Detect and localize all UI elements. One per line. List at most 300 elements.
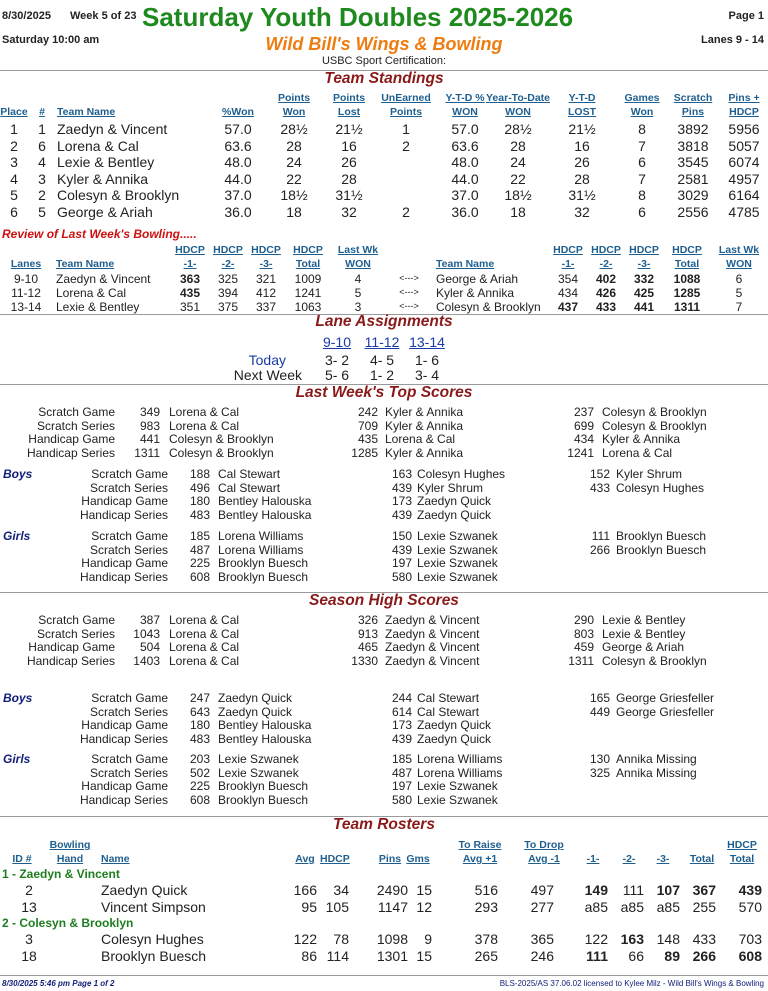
next-pairing: 1- 2 xyxy=(369,367,395,383)
score-value: 614 xyxy=(391,704,412,719)
score-category: Handicap Series xyxy=(26,653,115,668)
review-score: 437 xyxy=(557,300,579,314)
standings-cell: 63.6 xyxy=(451,137,479,154)
standings-cell: 4 xyxy=(10,170,18,187)
score-name: Lexie Szwanek xyxy=(218,752,299,766)
review-header: HDCP -1- xyxy=(175,244,205,270)
certification: USBC Sport Certification: xyxy=(321,55,447,67)
score-category: Handicap Series xyxy=(79,731,168,746)
roster-cell: Brooklyn Buesch xyxy=(101,948,207,964)
score-name: Lexie Szwanek xyxy=(417,569,498,584)
score-value: 709 xyxy=(357,418,378,433)
lane-pair-header: 9-10 xyxy=(322,334,352,350)
standings-cell: 32 xyxy=(574,203,590,220)
roster-cell: Vincent Simpson xyxy=(101,899,206,915)
score-value: 803 xyxy=(573,626,594,641)
score-name: Lorena & Cal xyxy=(169,405,240,419)
score-category: Scratch Series xyxy=(36,418,115,433)
standings-cell: Kyler & Annika xyxy=(57,170,149,187)
today-pairing: 1- 6 xyxy=(414,352,440,368)
review-score: 363 xyxy=(179,272,201,286)
standings-cell: 48.0 xyxy=(451,154,479,170)
score-value: 1330 xyxy=(351,653,378,668)
score-value: 496 xyxy=(189,480,210,495)
score-name: Bentley Halouska xyxy=(218,731,312,746)
standings-cell: 28 xyxy=(341,170,357,187)
score-name: Lexie Szwanek xyxy=(417,556,498,571)
review-lanes: 9-10 xyxy=(13,272,39,286)
score-value: 483 xyxy=(189,507,210,522)
top-scores-title: Last Week's Top Scores xyxy=(295,384,473,401)
score-name: Lexie Szwanek xyxy=(417,542,498,557)
roster-header: ID # xyxy=(12,853,32,865)
standings-cell: 5057 xyxy=(728,137,760,154)
standings-cell: 18 xyxy=(286,203,302,220)
roster-header: Name xyxy=(101,853,130,865)
standings-cell: 32 xyxy=(341,203,357,220)
score-name: Kyler Shrum xyxy=(417,480,484,495)
score-name: George & Ariah xyxy=(602,640,685,655)
score-value: 225 xyxy=(189,779,210,794)
review-score: 337 xyxy=(255,300,277,314)
standings-cell: 28½ xyxy=(504,121,532,137)
review-score: 1311 xyxy=(673,300,701,314)
score-category: Handicap Game xyxy=(28,640,115,655)
roster-cell: 1098 xyxy=(376,931,408,947)
standings-cell: 3 xyxy=(38,170,46,187)
review-arrow: <---> xyxy=(399,287,419,297)
lane-pair-header: 11-12 xyxy=(364,334,400,350)
review-header: Team Name xyxy=(436,258,495,270)
score-name: Lexie Szwanek xyxy=(417,529,498,543)
score-value: 1403 xyxy=(133,653,160,668)
score-name: Lorena Williams xyxy=(417,752,503,766)
score-category: Scratch Game xyxy=(91,752,168,766)
roster-cell: 105 xyxy=(325,899,349,915)
lane-pair-header: 13-14 xyxy=(409,334,445,350)
roster-team-name: 2 - Colesyn & Brooklyn xyxy=(2,916,134,930)
score-category: Handicap Series xyxy=(79,569,168,584)
score-category: Handicap Game xyxy=(81,556,168,571)
score-value: 439 xyxy=(391,731,412,746)
score-value: 152 xyxy=(589,467,610,481)
score-name: Zaedyn Quick xyxy=(218,691,293,705)
roster-cell: 89 xyxy=(664,948,680,964)
standings-header: Points Won xyxy=(277,92,311,118)
score-name: George Griesfeller xyxy=(616,691,715,705)
roster-cell: 9 xyxy=(424,931,432,947)
day-time: Saturday 10:00 am xyxy=(2,34,100,46)
score-value: 504 xyxy=(139,640,160,655)
score-value: 608 xyxy=(189,569,210,584)
score-name: Kyler & Annika xyxy=(385,405,464,419)
score-name: Colesyn & Brooklyn xyxy=(602,653,707,668)
score-name: Cal Stewart xyxy=(218,467,281,481)
score-value: 247 xyxy=(189,691,210,705)
standings-cell: 18½ xyxy=(504,187,532,203)
score-value: 130 xyxy=(589,752,610,766)
roster-header: Avg xyxy=(295,853,315,865)
roster-cell: 1301 xyxy=(376,948,408,964)
score-value: 983 xyxy=(139,418,160,433)
review-team: Lexie & Bentley xyxy=(56,300,140,314)
score-value: 185 xyxy=(391,752,412,766)
score-value: 580 xyxy=(391,569,412,584)
roster-cell: a85 xyxy=(584,899,608,915)
score-name: Zaedyn Quick xyxy=(417,718,492,733)
standings-cell: 2 xyxy=(402,137,410,154)
standings-cell: 2 xyxy=(38,187,46,203)
standings-cell: 7 xyxy=(638,170,646,187)
score-value: 185 xyxy=(189,529,210,543)
review-score: 426 xyxy=(595,286,617,300)
review-won: 5 xyxy=(735,286,743,300)
standings-cell: 31½ xyxy=(568,187,596,203)
review-score: 321 xyxy=(255,272,277,286)
standings-cell: 6 xyxy=(638,203,646,220)
score-name: Lorena & Cal xyxy=(169,640,240,655)
roster-cell: 13 xyxy=(21,899,37,915)
roster-cell: 166 xyxy=(293,882,317,898)
standings-header: Scratch Pins xyxy=(673,92,713,118)
score-value: 643 xyxy=(189,704,210,719)
roster-cell: 367 xyxy=(692,882,716,898)
roster-header: -3- xyxy=(656,853,670,865)
roster-header: HDCP Total xyxy=(727,839,757,865)
score-value: 325 xyxy=(589,765,610,780)
score-value: 266 xyxy=(589,542,610,557)
score-name: Brooklyn Buesch xyxy=(616,542,707,557)
score-value: 449 xyxy=(589,704,610,719)
review-score: 435 xyxy=(179,286,201,300)
standings-cell: 44.0 xyxy=(451,170,479,187)
score-name: Zaedyn Quick xyxy=(417,494,492,509)
review-score: 434 xyxy=(557,286,579,300)
roster-cell: 111 xyxy=(586,948,608,964)
standings-cell: 57.0 xyxy=(451,121,479,137)
roster-cell: 163 xyxy=(620,931,644,947)
roster-header: Gms xyxy=(406,853,430,865)
score-name: Kyler & Annika xyxy=(602,432,681,447)
score-category: Handicap Game xyxy=(81,718,168,733)
standings-cell: 26 xyxy=(574,154,590,170)
score-value: 242 xyxy=(357,405,378,419)
next-pairing: 5- 6 xyxy=(324,367,350,383)
score-value: 165 xyxy=(589,691,610,705)
score-value: 1285 xyxy=(351,445,378,460)
roster-cell: 365 xyxy=(530,931,554,947)
standings-header: Points Lost xyxy=(332,92,366,118)
score-value: 1311 xyxy=(134,445,160,460)
review-won: 5 xyxy=(354,286,362,300)
score-value: 173 xyxy=(391,718,412,733)
score-value: 188 xyxy=(189,467,210,481)
standings-cell: 7 xyxy=(638,137,646,154)
review-team: Kyler & Annika xyxy=(436,286,515,300)
roster-cell: 497 xyxy=(530,882,554,898)
roster-cell: 34 xyxy=(333,882,349,898)
score-value: 487 xyxy=(189,542,210,557)
score-name: Colesyn Hughes xyxy=(417,467,506,481)
standings-cell: 21½ xyxy=(335,121,363,137)
score-name: Zaedyn Quick xyxy=(417,731,492,746)
score-value: 439 xyxy=(391,480,412,495)
today-pairing: 3- 2 xyxy=(324,352,350,368)
score-name: Annika Missing xyxy=(616,752,697,766)
standings-cell: 37.0 xyxy=(224,187,252,203)
score-name: Lexie & Bentley xyxy=(602,626,686,641)
roster-header: To Drop Avg -1 xyxy=(524,839,564,865)
score-category: Handicap Game xyxy=(81,779,168,794)
review-header: Last Wk WON xyxy=(337,244,379,270)
roster-cell: Zaedyn Quick xyxy=(101,882,188,898)
score-category: Scratch Series xyxy=(89,765,168,780)
standings-cell: 18½ xyxy=(280,187,308,203)
standings-cell: 6074 xyxy=(728,154,760,170)
report-title: Saturday Youth Doubles 2025-2026 xyxy=(142,2,574,32)
review-lanes: 13-14 xyxy=(10,300,42,314)
standings-cell: 4957 xyxy=(728,170,760,187)
roster-cell: 2490 xyxy=(376,882,408,898)
roster-cell: 15 xyxy=(416,882,432,898)
review-score: 375 xyxy=(217,300,239,314)
standings-cell: 16 xyxy=(574,137,590,154)
score-name: Brooklyn Buesch xyxy=(616,529,707,543)
score-category: Scratch Game xyxy=(91,529,168,543)
roster-cell: 149 xyxy=(584,882,608,898)
review-title: Review of Last Week's Bowling..... xyxy=(2,227,197,241)
standings-cell: 28 xyxy=(286,137,302,154)
review-arrow: <---> xyxy=(399,273,419,283)
score-value: 434 xyxy=(573,432,594,447)
boys-label: Boys xyxy=(3,691,33,705)
review-score: 433 xyxy=(595,300,617,314)
review-score: 1009 xyxy=(294,272,322,286)
standings-cell: 63.6 xyxy=(224,137,252,154)
standings-cell: 28 xyxy=(510,137,526,154)
roster-cell: 111 xyxy=(622,882,644,898)
score-category: Handicap Series xyxy=(26,445,115,460)
score-value: 913 xyxy=(357,626,378,641)
roster-header: Bowling Hand xyxy=(49,839,91,865)
score-name: Bentley Halouska xyxy=(218,494,312,509)
score-value: 699 xyxy=(573,418,594,433)
score-name: Lexie Szwanek xyxy=(417,779,498,794)
score-name: Lorena Williams xyxy=(218,542,304,557)
score-category: Scratch Series xyxy=(89,542,168,557)
footer-license: BLS-2025/AS 37.06.02 licensed to Kylee Milz - Wild Bill's Wings & Bowling xyxy=(499,979,764,988)
standings-cell: 22 xyxy=(510,170,526,187)
score-name: Zaedyn & Vincent xyxy=(385,653,480,668)
score-value: 163 xyxy=(391,467,412,481)
review-score: 441 xyxy=(633,300,655,314)
next-pairing: 3- 4 xyxy=(414,367,440,383)
page-label: Page 1 xyxy=(728,10,764,22)
score-value: 502 xyxy=(189,765,210,780)
review-score: 1088 xyxy=(673,272,701,286)
review-won: 4 xyxy=(354,272,362,286)
roster-team-name: 1 - Zaedyn & Vincent xyxy=(2,867,120,881)
score-name: Kyler & Annika xyxy=(385,445,464,460)
standings-cell: 48.0 xyxy=(224,154,252,170)
review-header: HDCP -3- xyxy=(629,244,659,270)
standings-cell: George & Ariah xyxy=(57,203,153,220)
score-value: 150 xyxy=(391,529,412,543)
score-value: 180 xyxy=(189,718,210,733)
score-category: Handicap Game xyxy=(81,494,168,509)
standings-header: Pins + HDCP xyxy=(728,92,760,118)
score-name: Kyler & Annika xyxy=(385,418,464,433)
standings-header: %Won xyxy=(222,106,254,118)
standings-title: Team Standings xyxy=(324,70,444,87)
score-value: 441 xyxy=(139,432,160,447)
score-name: Lorena Williams xyxy=(417,765,503,780)
review-team: Colesyn & Brooklyn xyxy=(436,300,541,314)
standings-header: UnEarned Points xyxy=(381,92,431,118)
standings-header: # xyxy=(39,106,45,118)
review-header: Last Wk WON xyxy=(718,244,760,270)
score-value: 197 xyxy=(391,556,412,571)
score-name: Lorena Williams xyxy=(218,529,304,543)
standings-cell: 4785 xyxy=(728,203,760,220)
review-lanes: 11-12 xyxy=(11,286,41,300)
standings-header: Place xyxy=(0,106,28,118)
review-team: George & Ariah xyxy=(436,272,519,286)
standings-cell: 3029 xyxy=(677,187,709,203)
score-name: Brooklyn Buesch xyxy=(218,779,309,794)
standings-cell: 5 xyxy=(38,203,46,220)
roster-cell: 95 xyxy=(301,899,317,915)
score-name: Annika Missing xyxy=(616,765,697,780)
score-value: 439 xyxy=(391,507,412,522)
standings-cell: Colesyn & Brooklyn xyxy=(57,187,180,203)
score-value: 237 xyxy=(573,405,594,419)
score-value: 225 xyxy=(189,556,210,571)
review-header: HDCP -2- xyxy=(213,244,243,270)
score-category: Scratch Game xyxy=(91,691,168,705)
review-header: Lanes xyxy=(10,258,42,270)
standings-cell: 3 xyxy=(10,154,18,170)
girls-label: Girls xyxy=(3,752,31,766)
standings-header: Y-T-D % WON xyxy=(445,92,485,118)
review-score: 412 xyxy=(255,286,277,300)
score-value: 111 xyxy=(591,529,610,543)
roster-cell: 246 xyxy=(530,948,554,964)
standings-cell: 3545 xyxy=(677,154,709,170)
standings-cell: 36.0 xyxy=(451,203,479,220)
roster-cell: 122 xyxy=(293,931,317,947)
standings-cell: 2 xyxy=(10,137,18,154)
roster-cell: 516 xyxy=(474,882,498,898)
score-value: 459 xyxy=(573,640,594,655)
standings-cell: 8 xyxy=(638,121,646,137)
score-value: 483 xyxy=(189,731,210,746)
score-value: 290 xyxy=(573,613,594,627)
season-high-title: Season High Scores xyxy=(309,592,459,609)
score-value: 487 xyxy=(391,765,412,780)
standings-cell: 1 xyxy=(10,121,18,137)
review-score: 354 xyxy=(557,272,579,286)
roster-cell: 18 xyxy=(21,948,37,964)
score-name: Colesyn Hughes xyxy=(616,480,705,495)
score-name: Lorena & Cal xyxy=(169,626,240,641)
score-value: 203 xyxy=(189,752,210,766)
roster-cell: 78 xyxy=(333,931,349,947)
score-name: Lexie & Bentley xyxy=(602,613,686,627)
score-name: Cal Stewart xyxy=(417,704,480,719)
score-name: Brooklyn Buesch xyxy=(218,569,309,584)
roster-cell: 433 xyxy=(692,931,716,947)
lane-assignments-title: Lane Assignments xyxy=(315,313,453,330)
review-header: HDCP -2- xyxy=(591,244,621,270)
score-name: Zaedyn Quick xyxy=(417,507,492,522)
score-name: Colesyn & Brooklyn xyxy=(602,418,707,433)
rosters-title: Team Rosters xyxy=(333,816,435,833)
score-name: Bentley Halouska xyxy=(218,507,312,522)
standings-cell: 4 xyxy=(38,154,46,170)
next-week-label: Next Week xyxy=(233,367,302,383)
review-arrow: <---> xyxy=(399,301,419,311)
roster-cell: 255 xyxy=(692,899,716,915)
score-value: 173 xyxy=(391,494,412,509)
score-name: Colesyn & Brooklyn xyxy=(169,445,274,460)
score-value: 1043 xyxy=(133,626,160,641)
today-pairing: 4- 5 xyxy=(369,352,395,368)
roster-cell: 703 xyxy=(738,931,762,947)
score-category: Scratch Series xyxy=(36,626,115,641)
standings-cell: 28½ xyxy=(280,121,308,137)
review-score: 351 xyxy=(179,300,201,314)
score-name: Zaedyn & Vincent xyxy=(385,613,480,627)
standings-cell: 5 xyxy=(10,187,18,203)
review-won: 3 xyxy=(354,300,362,314)
roster-cell: 608 xyxy=(738,948,762,964)
review-team: Lorena & Cal xyxy=(56,286,127,300)
score-value: 439 xyxy=(391,542,412,557)
score-name: Lorena & Cal xyxy=(602,445,673,460)
roster-header: -2- xyxy=(622,853,636,865)
roster-cell: 122 xyxy=(584,931,608,947)
boys-label: Boys xyxy=(3,467,33,481)
standings-cell: 21½ xyxy=(568,121,596,137)
standings-cell: Lorena & Cal xyxy=(57,137,139,154)
score-value: 608 xyxy=(189,792,210,807)
review-won: 7 xyxy=(735,300,743,314)
roster-header: Pins xyxy=(378,853,402,865)
standings-cell: 24 xyxy=(510,154,526,170)
standings-cell: 3818 xyxy=(677,137,709,154)
score-value: 197 xyxy=(391,779,412,794)
standings-header: Team Name xyxy=(57,106,116,118)
score-name: Lexie Szwanek xyxy=(218,765,299,780)
standings-cell: 22 xyxy=(286,170,302,187)
standings-cell: 28 xyxy=(574,170,590,187)
roster-cell: 148 xyxy=(656,931,680,947)
score-value: 1311 xyxy=(568,653,594,668)
today-label: Today xyxy=(248,352,286,368)
standings-cell: 3892 xyxy=(677,121,709,137)
standings-header: Games Won xyxy=(624,92,660,118)
standings-cell: 18 xyxy=(510,203,526,220)
report-date: 8/30/2025 xyxy=(2,10,51,22)
standings-cell: 26 xyxy=(341,154,357,170)
bowling-center: Wild Bill's Wings & Bowling xyxy=(265,34,503,54)
standings-cell: 6 xyxy=(638,154,646,170)
review-score: 402 xyxy=(595,272,617,286)
roster-cell: a85 xyxy=(656,899,680,915)
standings-cell: 36.0 xyxy=(224,203,252,220)
review-score: 1285 xyxy=(673,286,701,300)
